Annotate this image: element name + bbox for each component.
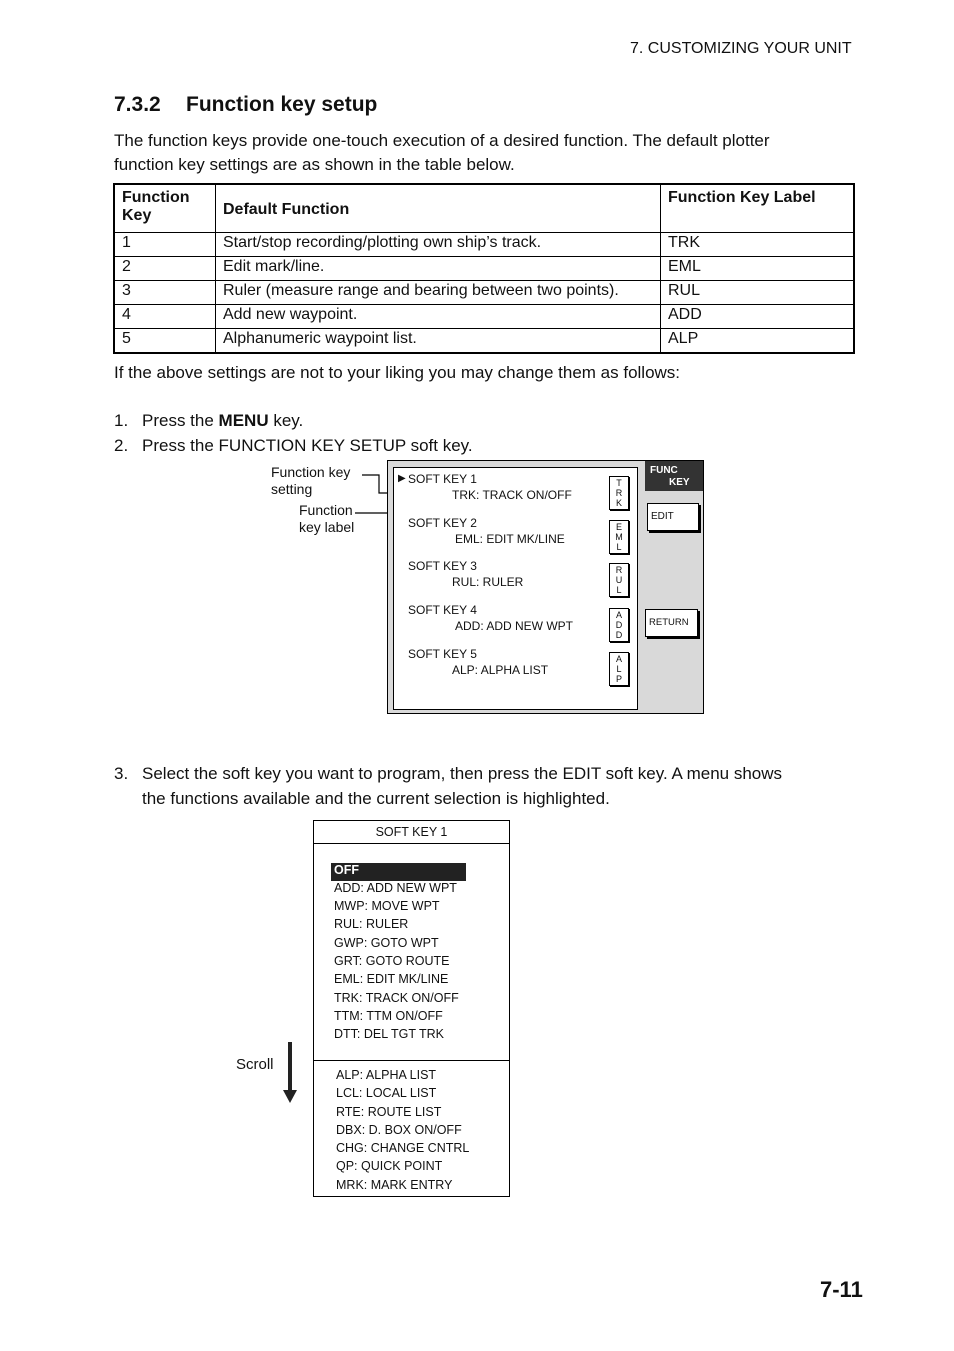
function-key-label-box [609, 652, 629, 686]
section-number: 7.3.2 [114, 93, 161, 116]
cell-key: 4 [114, 305, 216, 329]
section-heading [114, 93, 377, 117]
intro-line-2: function key settings are as shown in the table below. [114, 155, 515, 174]
function-key-table [113, 183, 855, 354]
callout-line: Function key [271, 464, 351, 480]
soft-key-function: TRK: TRACK ON/OFF [452, 488, 572, 502]
menu-item[interactable]: MRK: MARK ENTRY [336, 1178, 453, 1192]
cell-function: Ruler (measure range and bearing between two points). [216, 281, 661, 305]
page-number: 7-11 [820, 1277, 863, 1302]
soft-key-title: SOFT KEY 3 [408, 559, 477, 573]
soft-key-row-3[interactable] [408, 559, 523, 589]
soft-key-title: SOFT KEY 5 [408, 647, 477, 661]
cell-label: TRK [661, 233, 855, 257]
label-letter: L [616, 542, 622, 552]
cell-label: ADD [661, 305, 855, 329]
header-default-function: Default Function [216, 184, 661, 233]
step-text: key. [268, 411, 304, 430]
step-1 [114, 408, 303, 433]
soft-key-function: EML: EDIT MK/LINE [455, 532, 565, 546]
label-letter: L [616, 585, 622, 595]
soft-key-row-1[interactable] [408, 472, 572, 502]
function-key-label-box [609, 608, 629, 642]
callout-function-key-label [299, 502, 354, 536]
label-letter: U [615, 575, 623, 585]
step-number: 3. [114, 764, 129, 783]
soft-key-title: SOFT KEY 1 [408, 472, 477, 486]
menu-item[interactable]: RTE: ROUTE LIST [336, 1105, 442, 1119]
cell-function: Alphanumeric waypoint list. [216, 329, 661, 354]
menu-item[interactable]: EML: EDIT MK/LINE [334, 972, 449, 986]
soft-key-title: SOFT KEY 2 [408, 516, 477, 530]
cell-function: Add new waypoint. [216, 305, 661, 329]
label-letter: R [615, 565, 623, 575]
menu-key-name: MENU [218, 411, 269, 430]
step-number: 2. [114, 436, 129, 455]
cell-label: EML [661, 257, 855, 281]
function-key-label-box [609, 563, 629, 597]
cell-function: Start/stop recording/plotting own ship’s track. [216, 233, 661, 257]
label-letter: A [615, 654, 622, 664]
table-row [114, 233, 854, 257]
edit-soft-key[interactable]: EDIT [647, 503, 699, 531]
soft-key-function: ADD: ADD NEW WPT [455, 619, 574, 633]
cell-key: 2 [114, 257, 216, 281]
menu-item[interactable]: MWP: MOVE WPT [334, 899, 440, 913]
cell-key: 1 [114, 233, 216, 257]
after-table-text: If the above settings are not to your liking you may change them as follows: [114, 363, 681, 382]
step-2 [114, 433, 473, 458]
callout-line: setting [271, 481, 313, 497]
step-3 [114, 761, 782, 811]
menu-item[interactable]: ADD: ADD NEW WPT [334, 881, 457, 895]
menu-item-selected[interactable]: OFF [334, 863, 359, 877]
step-text: Press the [142, 411, 219, 430]
cell-label: ALP [661, 329, 855, 354]
menu-item[interactable]: GRT: GOTO ROUTE [334, 954, 450, 968]
menu-item[interactable]: TRK: TRACK ON/OFF [334, 991, 459, 1005]
label-letter: K [615, 498, 622, 508]
cell-key: 5 [114, 329, 216, 354]
table-row [114, 281, 854, 305]
callout-line: Function [299, 502, 353, 518]
label-letter: E [615, 522, 622, 532]
step-number: 1. [114, 411, 129, 430]
cell-label: RUL [661, 281, 855, 305]
soft-key-function: RUL: RULER [452, 575, 524, 589]
cell-key: 3 [114, 281, 216, 305]
intro-paragraph [114, 129, 770, 177]
func-key-title-line: FUNC [650, 465, 678, 476]
cursor-arrow-icon: ▶ [398, 473, 406, 484]
soft-key-function: ALP: ALPHA LIST [452, 663, 549, 677]
step-text: Select the soft key you want to program, then press the EDIT soft key. A menu shows [142, 764, 783, 783]
scroll-down-arrow-icon [282, 1042, 298, 1104]
func-key-title-line: KEY [669, 477, 690, 488]
scroll-divider [314, 1060, 509, 1061]
menu-item[interactable]: RUL: RULER [334, 917, 409, 931]
menu-title: SOFT KEY 1 [314, 821, 509, 844]
menu-item[interactable]: TTM: TTM ON/OFF [334, 1009, 443, 1023]
table-row [114, 305, 854, 329]
menu-item[interactable]: CHG: CHANGE CNTRL [336, 1141, 470, 1155]
intro-line-1: The function keys provide one-touch execution of a desired function. The default plotter [114, 131, 770, 150]
label-letter: D [615, 620, 623, 630]
step-text: Press the FUNCTION KEY SETUP soft key. [142, 436, 473, 455]
label-letter: D [615, 630, 623, 640]
table-header-row [114, 184, 854, 233]
function-key-setup-screen [387, 460, 704, 714]
function-key-label-box [609, 476, 629, 510]
soft-key-title: SOFT KEY 4 [408, 603, 477, 617]
soft-key-row-2[interactable] [408, 516, 565, 546]
section-title: Function key setup [186, 93, 378, 116]
label-letter: L [616, 664, 622, 674]
menu-item[interactable]: QP: QUICK POINT [336, 1159, 443, 1173]
step-text: the functions available and the current selection is highlighted. [142, 789, 610, 808]
table-row [114, 329, 854, 354]
cell-function: Edit mark/line. [216, 257, 661, 281]
chapter-header: 7. CUSTOMIZING YOUR UNIT [630, 40, 852, 57]
label-letter: R [615, 488, 623, 498]
callout-line: key label [299, 519, 355, 535]
soft-key-list-panel [393, 467, 638, 710]
scroll-label: Scroll [236, 1056, 274, 1073]
menu-item[interactable]: LCL: LOCAL LIST [336, 1086, 437, 1100]
function-key-label-box [609, 520, 629, 554]
header-function-key-label: Function Key Label [661, 184, 855, 233]
label-letter: P [615, 674, 622, 684]
callout-function-key-setting [271, 464, 350, 498]
soft-key-row-4[interactable] [408, 603, 573, 633]
return-soft-key[interactable]: RETURN [645, 609, 698, 637]
header-function-key: Function Key [114, 184, 216, 233]
label-letter: A [615, 610, 622, 620]
label-letter: M [615, 532, 623, 542]
soft-key-function-menu [313, 820, 510, 1197]
menu-item[interactable]: GWP: GOTO WPT [334, 936, 439, 950]
table-row [114, 257, 854, 281]
func-key-menu-title [645, 461, 703, 491]
menu-item[interactable]: DBX: D. BOX ON/OFF [336, 1123, 462, 1137]
label-letter: T [616, 478, 622, 488]
soft-key-row-5[interactable] [408, 647, 548, 677]
menu-item[interactable]: ALP: ALPHA LIST [336, 1068, 437, 1082]
menu-item[interactable]: DTT: DEL TGT TRK [334, 1027, 444, 1041]
